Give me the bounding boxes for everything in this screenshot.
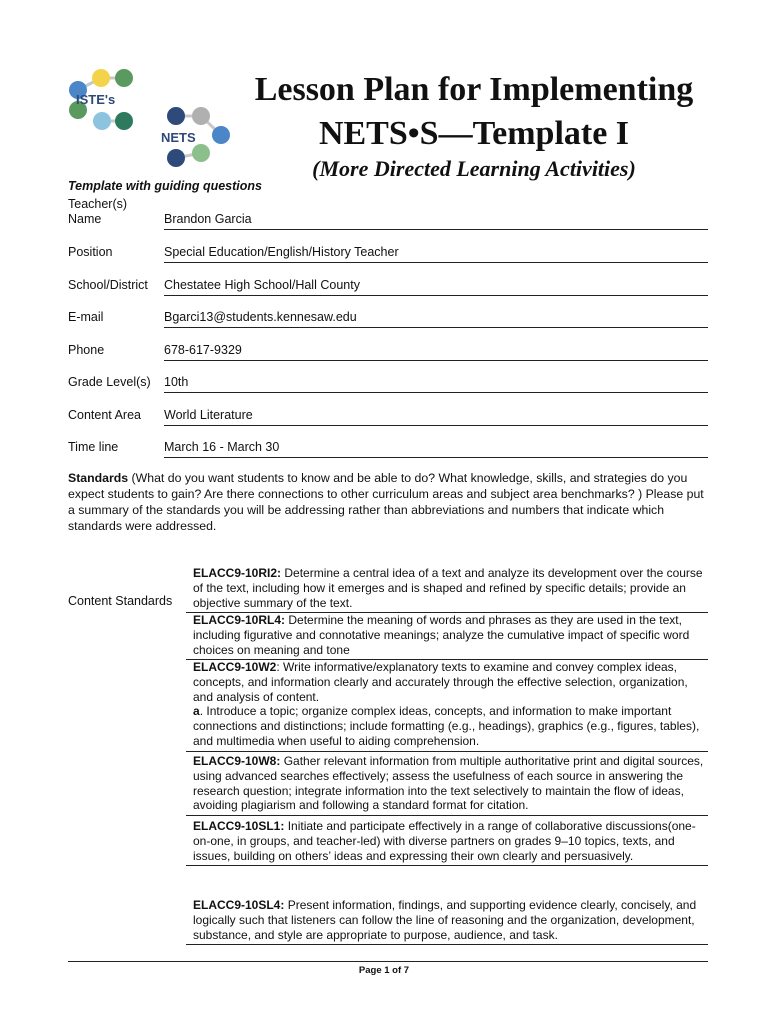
email-value: Bgarci13@students.kennesaw.edu bbox=[164, 310, 708, 328]
standard-text: Determine the meaning of words and phrases as they are used in the text, including figurative and connotative meanings; analyze the cumulative impact of specific word choices on meaning and tone bbox=[193, 613, 690, 657]
standard-text: Determine a central idea of a text and analyze its development over the course of the text, including how it emerges and is shaped and refined by specific details; provide an objective summary of the text. bbox=[193, 566, 703, 610]
standards-heading: Standards bbox=[68, 471, 129, 485]
timeline-label: Time line bbox=[68, 440, 119, 454]
standard-item bbox=[186, 898, 708, 945]
iste-nets-logo bbox=[66, 68, 231, 170]
standard-code: ELACC9-10RL4: bbox=[193, 613, 286, 627]
template-note: Template with guiding questions bbox=[68, 179, 262, 193]
teacher-name-value: Brandon Garcia bbox=[164, 212, 708, 230]
logo-text-iste: ISTE's bbox=[76, 92, 116, 107]
phone-label: Phone bbox=[68, 343, 105, 357]
content-area-label: Content Area bbox=[68, 408, 141, 422]
content-area-value: World Literature bbox=[164, 408, 708, 426]
content-standards-label: Content Standards bbox=[68, 594, 173, 608]
grade-label: Grade Level(s) bbox=[68, 375, 151, 389]
standard-item bbox=[186, 754, 708, 816]
logo-graphic bbox=[66, 68, 231, 170]
standard-item bbox=[186, 660, 708, 752]
standard-item bbox=[186, 819, 708, 866]
email-label: E-mail bbox=[68, 310, 104, 324]
page-title-line-1: Lesson Plan for Implementing bbox=[254, 71, 694, 108]
page-number: Page 1 of 7 bbox=[358, 965, 410, 976]
standard-text: Present information, findings, and supporting evidence clearly, concisely, and logically such that listeners can follow the line of reasoning and the organization, development, substance, and style are appropriate to purpose, audience, and task. bbox=[193, 898, 697, 942]
page-title-line-2: NETS•S—Template I bbox=[318, 115, 630, 152]
logo-text-nets: NETS bbox=[161, 130, 196, 145]
standard-sub-code: a bbox=[193, 704, 200, 719]
standards-intro bbox=[68, 470, 708, 534]
standard-sub-text: . Introduce a topic; organize complex ideas, concepts, and information to make important connections and distinctions; include formatting (e.g., headings), graphics (e.g., figures, tables), and multimedia when useful to aiding comprehension. bbox=[193, 704, 700, 748]
timeline-value: March 16 - March 30 bbox=[164, 440, 708, 458]
standard-code: ELACC9-10W2 bbox=[193, 660, 277, 674]
standard-code: ELACC9-10W8: bbox=[193, 754, 281, 768]
position-label: Position bbox=[68, 245, 113, 259]
grade-value: 10th bbox=[164, 375, 708, 393]
footer-divider bbox=[68, 961, 708, 962]
standard-text: : Write informative/explanatory texts to examine and convey complex ideas, concepts, and information clearly and accurately through the effective selection, organization, and analysis of content. bbox=[193, 660, 688, 704]
standard-text: Gather relevant information from multiple authoritative print and digital sources, using advanced searches effectively; assess the usefulness of each source in answering the research question; integrate information into the text selectively to maintain the flow of ideas, avoiding plagiarism and following a standard format for citation. bbox=[193, 754, 704, 813]
standard-item bbox=[186, 613, 708, 660]
school-label: School/District bbox=[68, 278, 148, 292]
standard-code: ELACC9-10RI2: bbox=[193, 566, 282, 580]
teacher-label-2: Name bbox=[68, 212, 102, 226]
standard-text: Initiate and participate effectively in a range of collaborative discussions(one-on-one, in groups, and teacher-led) with diverse partners on grades 9–10 topics, texts, and issues, building on others’ ideas and expressing their own clearly and persuasively. bbox=[193, 819, 696, 863]
school-value: Chestatee High School/Hall County bbox=[164, 278, 708, 296]
standard-code: ELACC9-10SL4: bbox=[193, 898, 285, 912]
standards-intro-text: (What do you want students to know and be able to do? What knowledge, skills, and strategies do you expect students to gain? Are there connections to other curriculum areas and subject area benchmarks? ) Please put a summary of the standards you will be addressing rather than abbreviations and numbers that indicate which standards were addressed. bbox=[68, 471, 704, 533]
position-value: Special Education/English/History Teacher bbox=[164, 245, 708, 263]
phone-value: 678-617-9329 bbox=[164, 343, 708, 361]
standard-code: ELACC9-10SL1: bbox=[193, 819, 285, 833]
teacher-label-1: Teacher(s) bbox=[68, 197, 128, 211]
standard-item bbox=[186, 566, 708, 613]
page-subtitle: (More Directed Learning Activities) bbox=[312, 156, 636, 181]
